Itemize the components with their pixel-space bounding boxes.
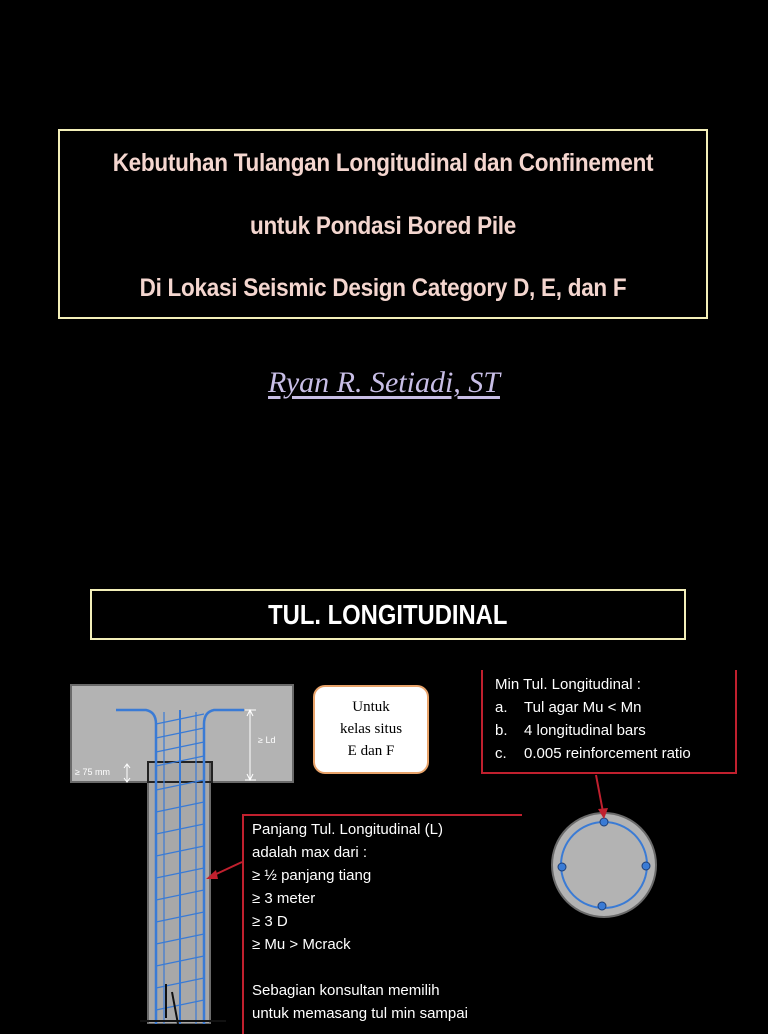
length-line: Panjang Tul. Longitudinal (L)	[252, 821, 443, 838]
site-class-line-2: kelas situs	[339, 721, 403, 737]
length-line: ≥ ½ panjang tiang	[252, 867, 372, 884]
pointer-arrow-section	[596, 775, 603, 812]
cover-label: ≥ 75 mm	[75, 767, 110, 777]
section-title: TUL. LONGITUDINAL	[268, 599, 508, 630]
list-text: Tul agar Mu < Mn	[524, 699, 642, 716]
length-line: ≥ 3 meter	[252, 890, 316, 907]
min-longitudinal-heading: Min Tul. Longitudinal :	[495, 676, 641, 693]
list-text: 0.005 reinforcement ratio	[524, 745, 691, 762]
consultant-note-line-1: Sebagian konsultan memilih	[252, 982, 440, 999]
ld-label: ≥ Ld	[258, 735, 276, 745]
min-longitudinal-box	[481, 670, 737, 774]
list-item	[495, 742, 735, 765]
site-class-note	[313, 685, 429, 774]
length-line: ≥ 3 D	[252, 913, 288, 930]
list-item	[495, 696, 735, 719]
list-marker: a.	[495, 699, 508, 716]
bar-left	[558, 863, 566, 871]
title-line-3: Di Lokasi Seismic Design Category D, E, dan F	[139, 274, 627, 302]
bar-bottom	[598, 902, 606, 910]
site-class-line-1: Untuk	[352, 699, 390, 715]
author-name: Ryan R. Setiadi, ST	[268, 366, 500, 399]
title-line-1: Kebutuhan Tulangan Longitudinal dan Confinement	[112, 149, 654, 177]
length-line: ≥ Mu > Mcrack	[252, 936, 351, 953]
pile-cross-section	[552, 813, 656, 917]
consultant-note-line-2: untuk memasang tul min sampai	[252, 1005, 468, 1022]
bar-right	[642, 862, 650, 870]
bar-top	[600, 818, 608, 826]
site-class-line-3: E dan F	[347, 743, 395, 759]
list-marker: c.	[495, 745, 507, 762]
list-text: 4 longitudinal bars	[524, 722, 646, 739]
list-item	[495, 719, 735, 742]
spacer	[252, 956, 522, 979]
length-line: adalah max dari :	[252, 844, 368, 861]
title-line-2: untuk Pondasi Bored Pile	[249, 212, 517, 240]
list-marker: b.	[495, 722, 508, 739]
length-requirement-box	[242, 814, 522, 1034]
